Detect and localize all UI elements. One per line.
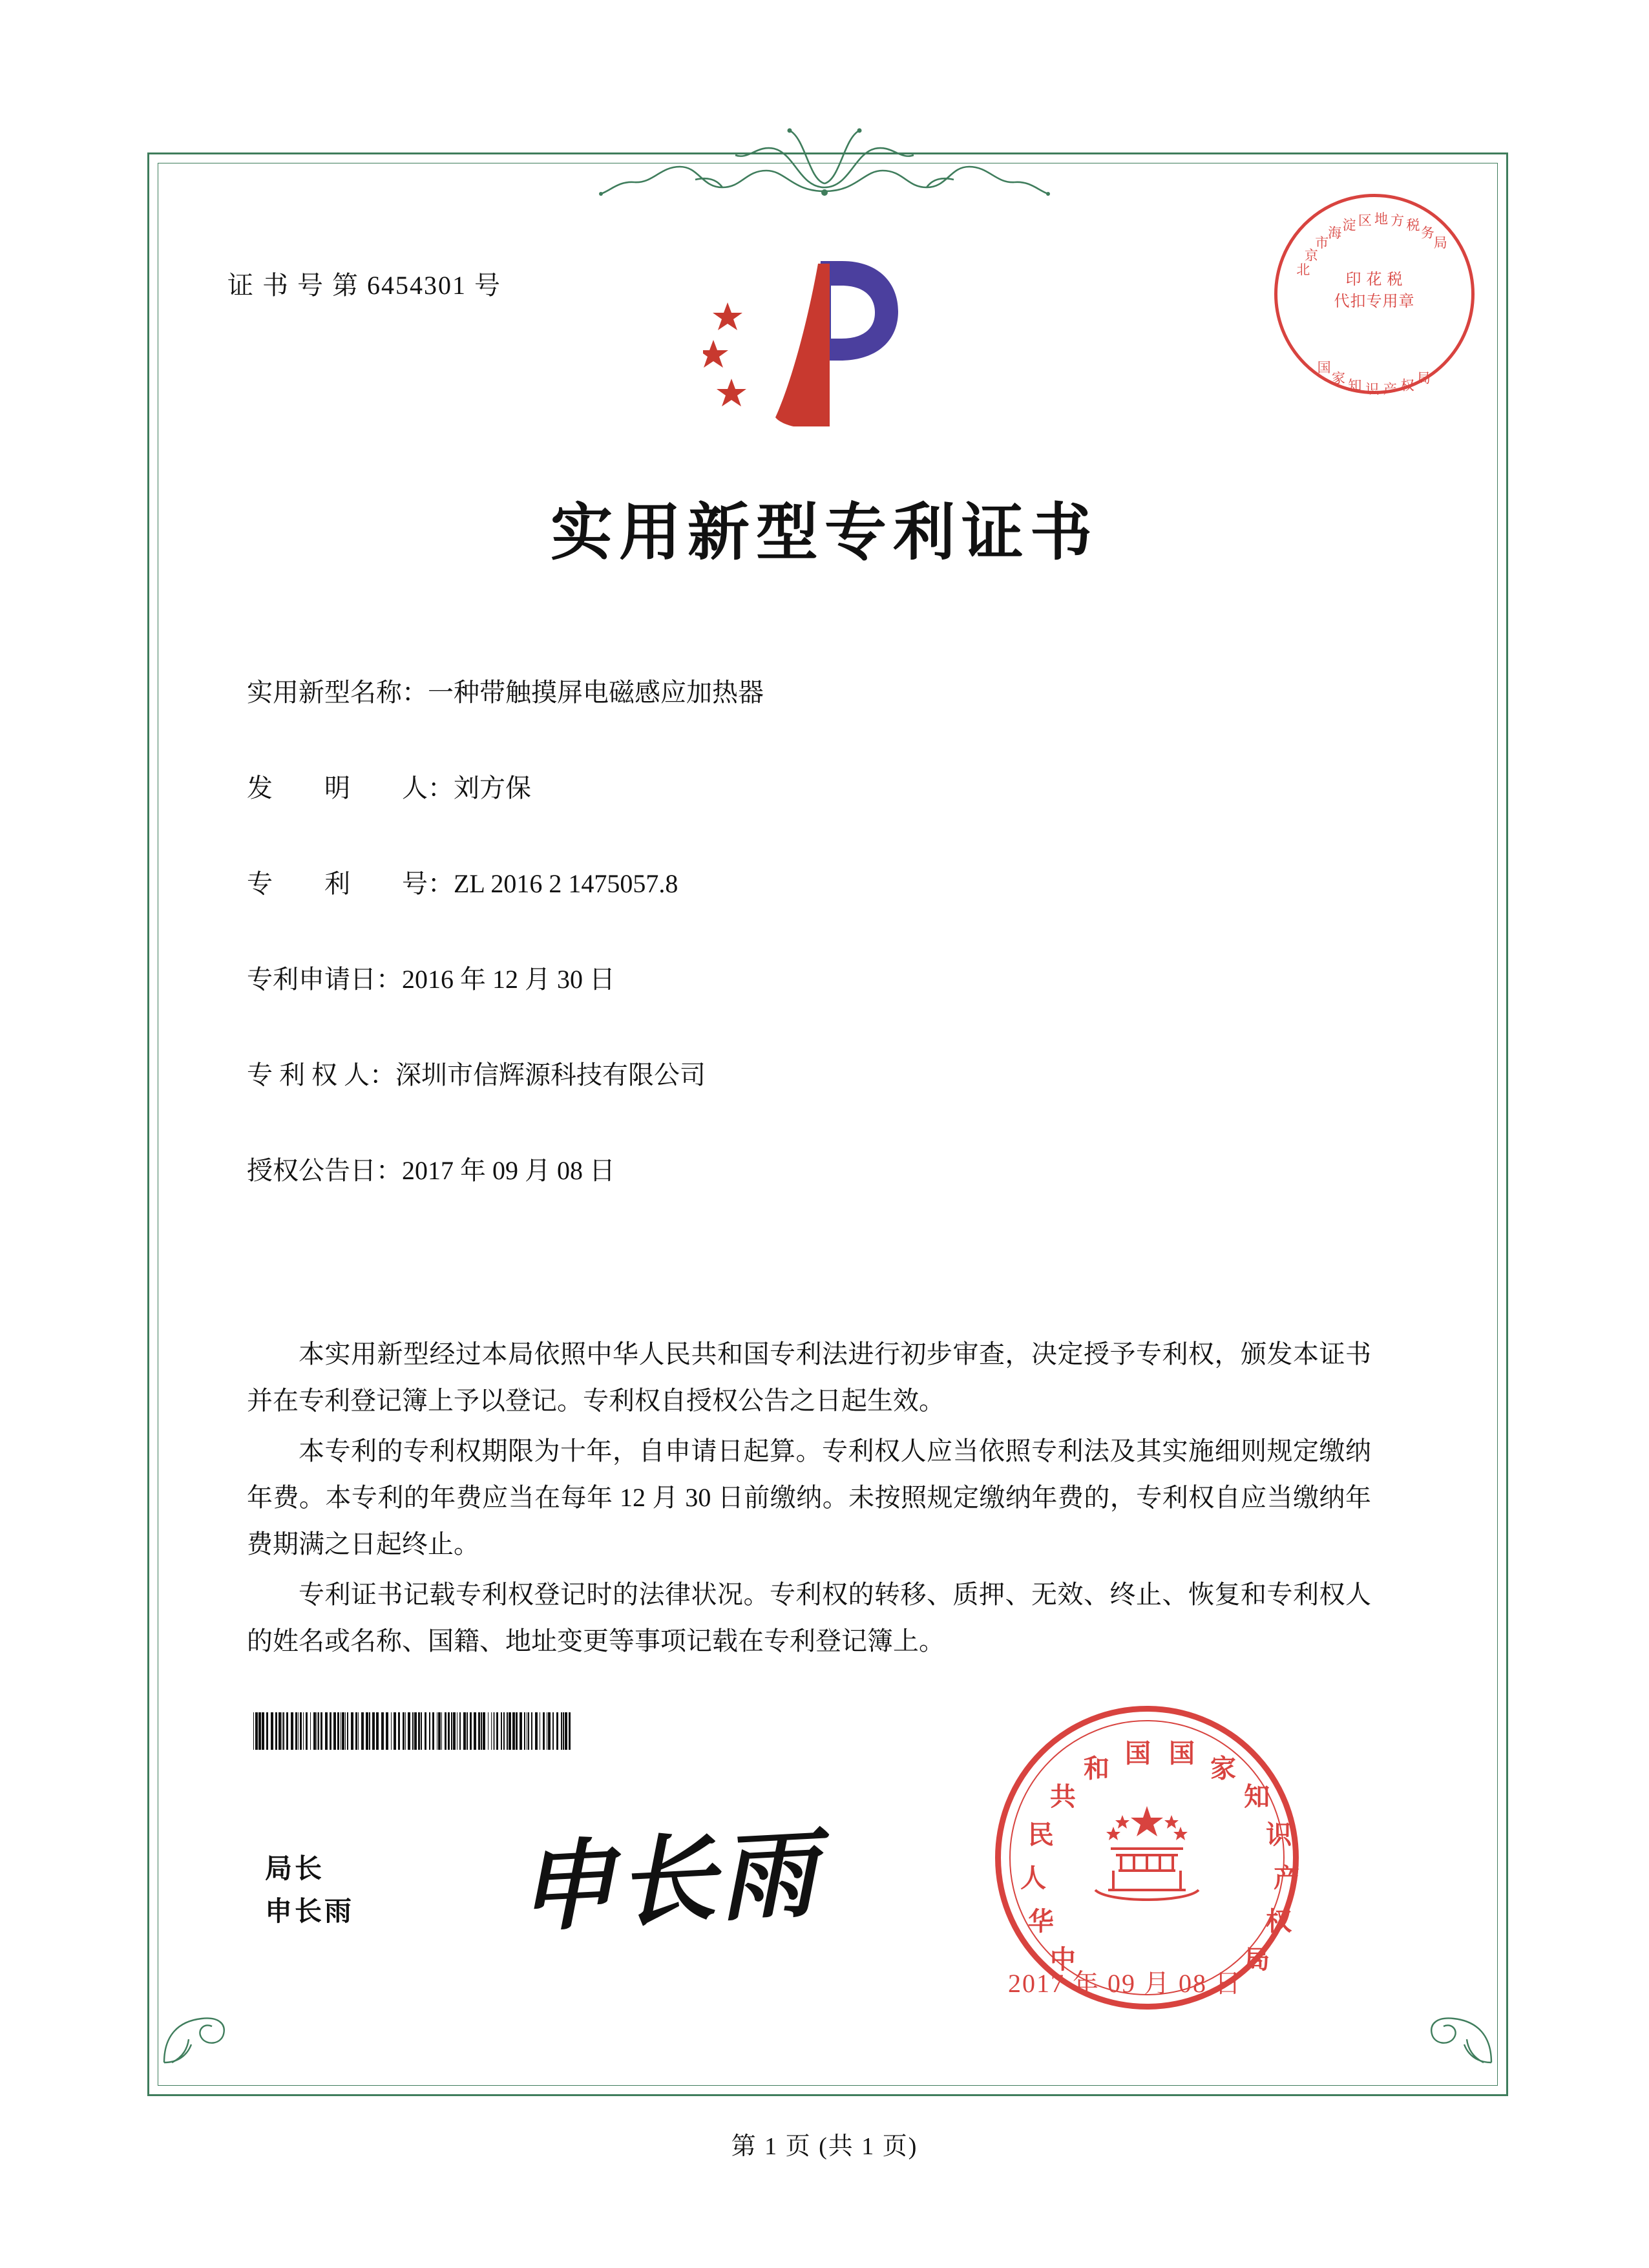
field-label-utility-model-name: 实用新型名称： [247,678,428,707]
tax-stamp-arc-top: 北 京 市 海 淀 区 地 方 税 务 局 [1296,211,1447,278]
certificate-fields [247,678,1345,1252]
director-title-line1: 局长 [265,1854,325,1884]
field-value-grant-announcement-date: 2017 年 09 月 08 日 [402,1156,615,1185]
field-row-patent-number [247,870,1345,898]
legal-paragraph-3: 专利证书记载专利权登记时的法律状况。专利权的转移、质押、无效、终止、恢复和专利权人的姓名或名称、国籍、地址变更等事项记载在专利登记簿上。 [247,1580,1371,1655]
field-row-patentee [247,1061,1345,1089]
legal-text-block [247,1331,1371,1668]
director-handwritten-signature: 申长雨 [514,1816,823,1946]
certificate-number: 证 书 号 第 6454301 号 [227,271,501,300]
legal-paragraph-2: 本专利的专利权期限为十年，自申请日起算。专利权人应当依照专利法及其实施细则规定缴纳年费。本专利的年费应当在每年 12 月 30 日前缴纳。未按照规定缴纳年费的，专利权自应当缴纳年费期满之日起终止。 [247,1436,1371,1559]
field-value-patent-number: ZL 2016 2 1475057.8 [454,869,678,898]
field-label-patent-number: 专 利 号： [247,869,454,898]
barcode [253,1712,667,1750]
field-label-application-date: 专利申请日： [247,965,402,994]
seal-date: 2017 年 09 月 08 日 [1008,1969,1242,1998]
tax-stamp-arc-bottom: 国 家 知 识 产 权 局 [1317,360,1431,397]
field-label-patentee: 专 利 权 人： [247,1060,395,1089]
seal-arc-text: 中 华 人 民 共 和 国 国 家 知 识 产 权 局 [1020,1738,1299,1974]
field-value-utility-model-name: 一种带触摸屏电磁感应加热器 [428,678,764,707]
field-row-grant-announcement-date [247,1157,1345,1185]
tax-stamp [1274,194,1475,397]
tax-stamp-center-line2: 代扣专用章 [1334,293,1415,310]
corner-ornament-bottom-right [1419,1990,1497,2068]
field-value-patentee: 深圳市信辉源科技有限公司 [395,1060,706,1089]
field-row-inventor [247,774,1345,803]
field-value-inventor: 刘方保 [454,773,531,803]
page-title: 实用新型专利证书 [551,496,1098,569]
field-row-utility-model-name [247,678,1345,707]
page-footer: 第 1 页 (共 1 页) [731,2133,918,2160]
national-emblem-icon [1082,1793,1212,1922]
legal-paragraph-1: 本实用新型经过本局依照中华人民共和国专利法进行初步审查，决定授予专利权，颁发本证书并在专利登记簿上予以登记。专利权自授权公告之日起生效。 [247,1339,1371,1415]
field-row-application-date [247,965,1345,994]
top-flourish-ornament [572,115,1077,199]
field-value-application-date: 2016 年 12 月 30 日 [402,965,615,994]
patent-office-logo [703,257,916,438]
director-title [265,1848,354,1933]
field-label-inventor: 发 明 人： [247,773,454,803]
corner-ornament-bottom-left [159,1990,236,2068]
tax-stamp-center-line1: 印 花 税 [1345,271,1403,288]
director-title-line2: 申长雨 [265,1897,355,1927]
field-label-grant-announcement-date: 授权公告日： [247,1156,402,1185]
